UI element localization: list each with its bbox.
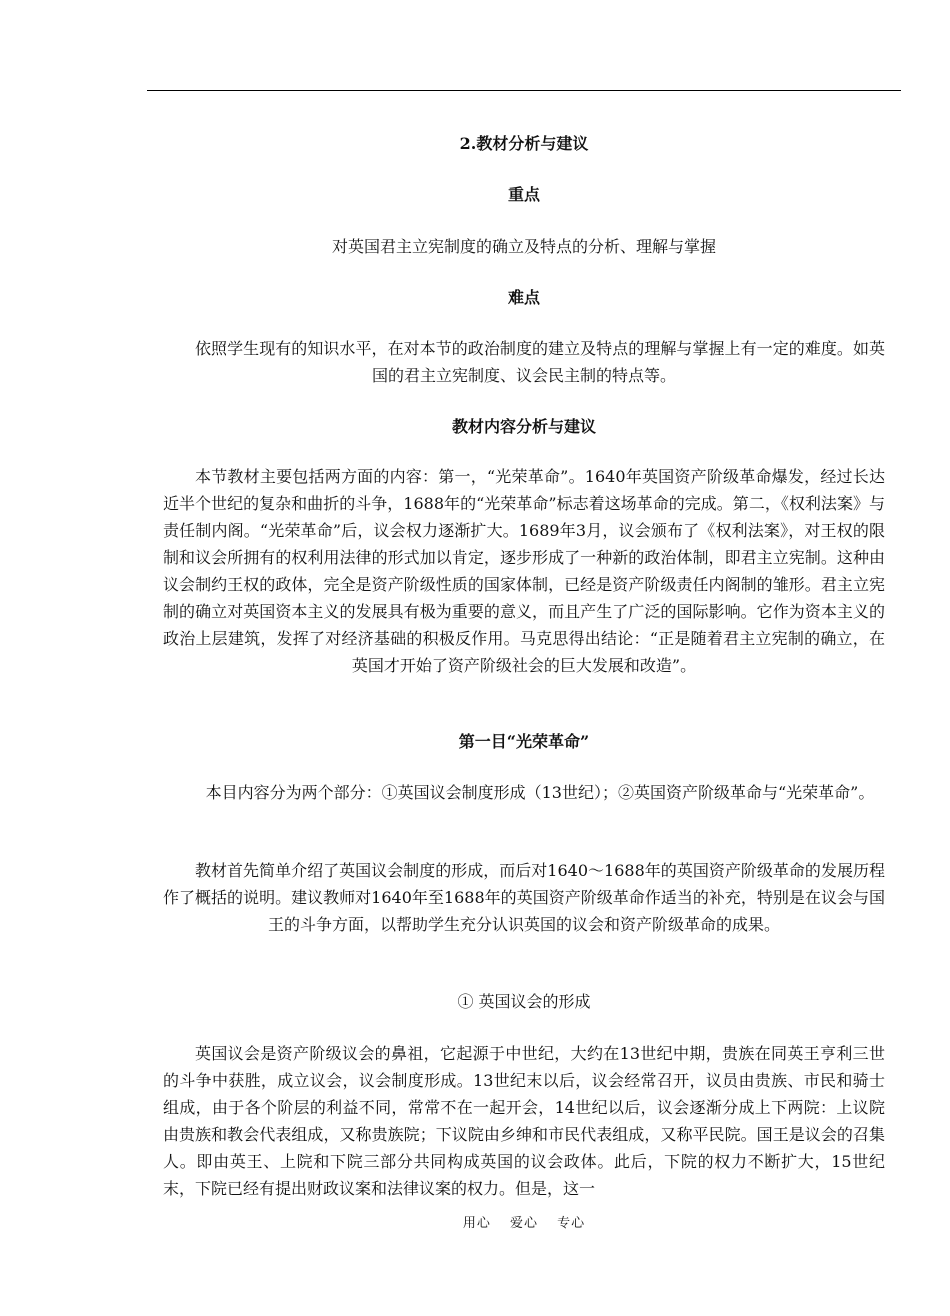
key-point-heading: 重点 <box>507 185 540 204</box>
key-point-text: 对英国君主立宪制度的确立及特点的分析、理解与掌握 <box>331 237 716 256</box>
content-analysis-text: 本节教材主要包括两方面的内容：第一，“光荣革命”。1640年英国资产阶级革命爆发，经过长达近半个世纪的复杂和曲折的斗争，1688年的“光荣革命”标志着这场革命的完成。第二，《权利法案》与责任制内阁。“光荣革命”后，议会权力逐渐扩大。1689年3月，议会颁布了《权利法案》，对王权的限制和议会所拥有的权利用法律的形式加以肯定，逐步形成了一种新的政治体制，即君主立宪制。这种由议会制约王权的政体，完全是资产阶级性质的国家体制，已经是资产阶级责任内阁制的雏形。君主立宪制的确立对英国资本主义的发展具有极为重要的意义，而且产生了广泛的国际影响。它作为资本主义的政治上层建筑，发挥了对经济基础的积极反作用。马克思得出结论：“正是随着君主立宪制的确立，在英国才开始了资产阶级社会的巨大发展和改造”。 <box>163 467 885 675</box>
item1-text: 本目内容分为两个部分：①英国议会制度形成（13世纪）；②英国资产阶级革命与“光荣革命”。 <box>205 783 875 802</box>
header-rule <box>147 90 901 91</box>
sub1-text: 英国议会是资产阶级议会的鼻祖，它起源于中世纪，大约在13世纪中期，贵族在同英王亨利三世的斗争中获胜，成立议会，议会制度形成。13世纪末以后，议会经常召开，议员由贵族、市民和骑士组成，由于各个阶层的利益不同，常常不在一起开会，14世纪以后，议会逐渐分成上下两院：上议院由贵族和教会代表组成，又称贵族院；下议院由乡绅和市民代表组成，又称平民院。国王是议会的召集人。即由英王、上院和下院三部分共同构成英国的议会政体。此后，下院的权力不断扩大，15世纪末，下院已经有提出财政议案和法律议案的权力。但是，这一 <box>163 1044 885 1198</box>
item1-text2: 教材首先简单介绍了英国议会制度的形成，而后对1640～1688年的英国资产阶级革命的发展历程作了概括的说明。建议教师对1640年至1688年的英国资产阶级革命作适当的补充，特别是在议会与国王的斗争方面，以帮助学生充分认识英国的议会和资产阶级革命的成果。 <box>163 861 885 934</box>
difficulty-heading: 难点 <box>507 288 540 307</box>
page-footer: 用心 爱心 专心 <box>462 1216 586 1231</box>
difficulty-text: 依照学生现有的知识水平，在对本节的政治制度的建立及特点的理解与掌握上有一定的难度。如英国的君主立宪制度、议会民主制的特点等。 <box>195 339 885 385</box>
sub1-heading: ① 英国议会的形成 <box>457 992 591 1011</box>
item1-heading: 第一目“光荣革命” <box>458 732 590 751</box>
section-title: 2.教材分析与建议 <box>459 134 589 153</box>
content-analysis-heading: 教材内容分析与建议 <box>451 417 596 436</box>
